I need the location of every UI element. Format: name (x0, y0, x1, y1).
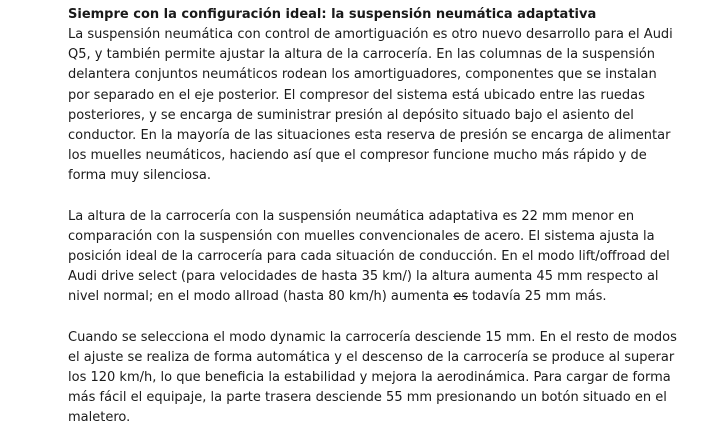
text-line: Audi drive select (para velocidades de hasta 35 km/) la altura aumenta 45 mm respecto al (68, 269, 659, 285)
section-heading: Siempre con la configuración ideal: la suspensión neumática adaptativa (68, 7, 597, 22)
text-line: delantera conjuntos neumáticos rodean los amortiguadores, componentes que se instalan (68, 67, 657, 83)
text-line: maletero. (68, 410, 131, 426)
paragraph-body-height (68, 207, 670, 308)
text-line: conductor. En la mayoría de las situaciones esta reserva de presión se encarga de alimentar (68, 128, 671, 144)
text-line: Cuando se selecciona el modo dynamic la carrocería desciende 15 mm. En el resto de modos (68, 329, 677, 345)
text-line: los muelles neumáticos, haciendo así que el compresor funcione mucho más rápido y de (68, 148, 647, 164)
text-line: comparación con la suspensión con muelles convencionales de acero. El sistema ajusta la (68, 228, 655, 244)
text-line: el ajuste se realiza de forma automática y el descenso de la carrocería se produce al superar (68, 349, 675, 365)
text-line: La altura de la carrocería con la suspensión neumática adaptativa es 22 mm menor en (68, 208, 635, 224)
text-line: los 120 km/h, lo que beneficia la estabilidad y mejora la aerodinámica. Para cargar de forma (68, 370, 671, 386)
paragraph-spacer (68, 308, 648, 328)
text-line: por separado en el eje posterior. El compresor del sistema está ubicado entre las ruedas (68, 87, 645, 103)
document-body (68, 5, 677, 429)
paragraph-spacer (68, 187, 648, 207)
text-line: posición ideal de la carrocería para cada situación de conducción. En el modo lift/offroad del (68, 249, 670, 265)
text-segment: todavía 25 mm más. (468, 289, 607, 305)
text-line: La suspensión neumática con control de amortiguación es otro nuevo desarrollo para el Audi (68, 27, 673, 42)
paragraph-dynamic-mode (68, 328, 677, 429)
paragraph-air-suspension (68, 25, 673, 187)
text-line: más fácil el equipaje, la parte trasera desciende 55 mm presionando un botón situado en el (68, 390, 667, 406)
text-segment: nivel normal; en el modo allroad (hasta 80 km/h) aumenta (68, 289, 454, 305)
text-line: Q5, y también permite ajustar la altura de la carrocería. En las columnas de la suspensión (68, 47, 656, 63)
text-line: forma muy silenciosa. (68, 168, 211, 184)
struck-text: es (453, 289, 468, 305)
text-line (68, 287, 648, 307)
text-line: posteriores, y se encarga de suministrar presión al depósito situado bajo el asiento del (68, 107, 634, 123)
